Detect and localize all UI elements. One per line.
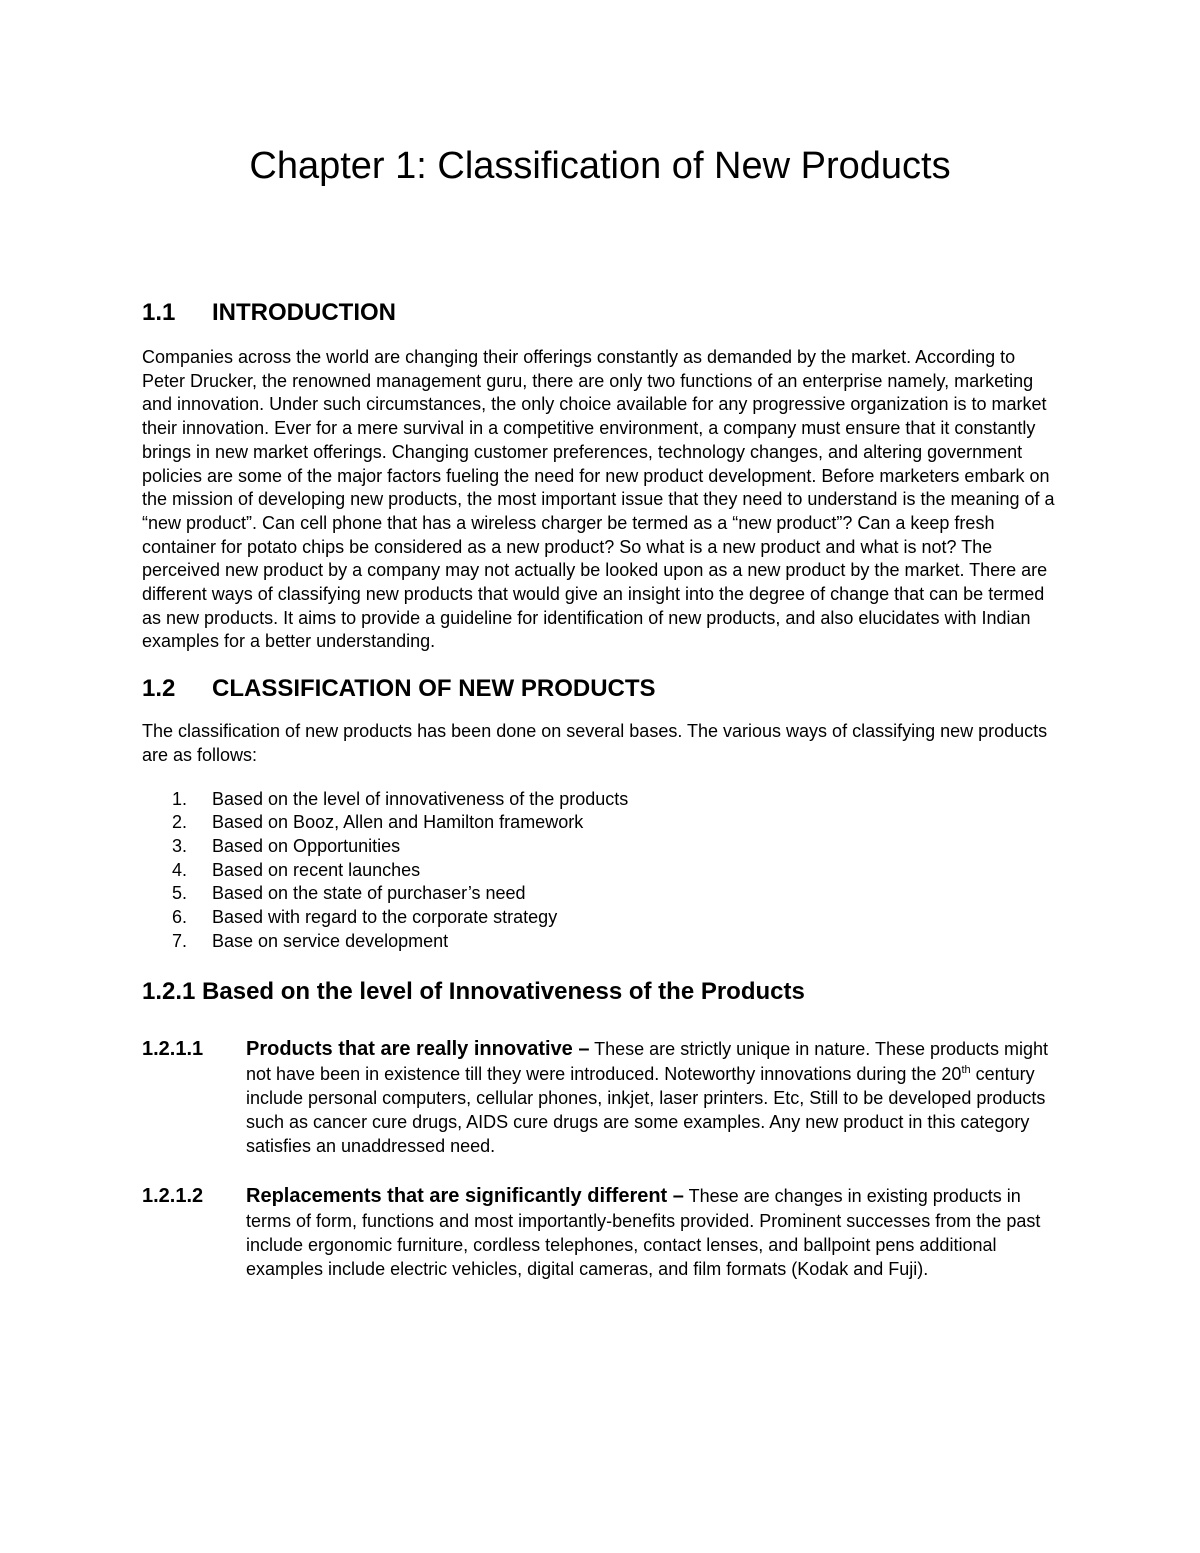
list-item xyxy=(172,859,1058,883)
subsection-text-continued: century include personal computers, cellular phones, inkjet, laser printers. Etc, Still to be developed products such as cancer cure drugs, AIDS cure drugs are some examples. Any new product in this category satisfies an unaddressed need. xyxy=(246,1063,1046,1157)
list-text: Based on the state of purchaser’s need xyxy=(212,883,526,904)
chapter-title: Chapter 1: Classification of New Products xyxy=(249,145,951,187)
section-number: 1.2 xyxy=(142,675,176,703)
list-number: 3. xyxy=(172,835,188,856)
subsection-text: These are strictly unique in nature. These products might not have been in existence till they were introduced. Noteworthy innovations during the 20 xyxy=(246,1039,1049,1084)
subsection-number: 1.2.1.2 xyxy=(142,1185,204,1208)
list-text: Based on Booz, Allen and Hamilton framework xyxy=(212,812,584,833)
section-title: INTRODUCTION xyxy=(212,299,396,326)
subsection-text: These are changes in existing products in terms of form, functions and most importantly-benefits provided. Prominent successes from the past include ergonomic furniture, cordless telephones, contact lenses, and ballpoint pens additional examples include electric vehicles, digital cameras, and film formats (Kodak and Fuji). xyxy=(246,1186,1041,1280)
list-item xyxy=(172,835,1058,859)
subsection-title: Products that are really innovative – xyxy=(246,1038,590,1061)
section-number: 1.1 xyxy=(142,299,176,326)
classification-paragraph: The classification of new products has been done on several bases. The various ways of classifying new products are as follows: xyxy=(142,721,1048,765)
superscript: th xyxy=(961,1063,971,1076)
list-item xyxy=(172,930,1058,954)
list-number: 1. xyxy=(172,788,188,809)
list-item xyxy=(172,788,1058,812)
list-number: 5. xyxy=(172,883,188,904)
subsection-body xyxy=(246,1184,1058,1281)
list-item xyxy=(172,882,1058,906)
list-item xyxy=(172,906,1058,930)
subsection-really-innovative xyxy=(142,1037,1058,1158)
list-number: 2. xyxy=(172,812,188,833)
subsection-title: Replacements that are significantly different – xyxy=(246,1185,684,1208)
section-title: CLASSIFICATION OF NEW PRODUCTS xyxy=(212,675,656,703)
subsection-heading-innovativeness: 1.2.1 Based on the level of Innovativeness of the Products xyxy=(142,978,805,1006)
list-number: 7. xyxy=(172,930,188,951)
list-text: Based with regard to the corporate strategy xyxy=(212,907,558,928)
subsection-number: 1.2.1.1 xyxy=(142,1038,204,1061)
list-text: Based on Opportunities xyxy=(212,835,401,856)
list-number: 4. xyxy=(172,859,188,880)
list-text: Based on the level of innovativeness of the products xyxy=(212,788,629,809)
list-number: 6. xyxy=(172,907,188,928)
list-text: Based on recent launches xyxy=(212,859,421,880)
section-heading-classification xyxy=(142,674,1058,704)
introduction-paragraph: Companies across the world are changing their offerings constantly as demanded by the market. According to Peter Drucker, the renowned management guru, there are only two functions of an enterprise namely, marketing and innovation. Under such circumstances, the only choice available for any progressive organization is to market their innovation. Ever for a mere survival in a competitive environment, a company must ensure that it constantly brings in new market offerings. Changing customer preferences, technology changes, and altering government policies are some of the major factors fueling the need for new product development. Before marketers embark on the mission of developing new products, the most important issue that they need to understand is the meaning of a “new product”. Can cell phone that has a wireless charger be termed as a “new product”? Can a keep fresh container for potato chips be considered as a new product? So what is a new product and what is not? The perceived new product by a company may not actually be looked upon as a new product by the market. There are different ways of classifying new products that would give an insight into the degree of change that can be termed as new products. It aims to provide a guideline for identification of new products, and also elucidates with Indian examples for a better understanding. xyxy=(142,347,1055,652)
classification-bases-list xyxy=(142,788,1058,954)
subsection-significant-replacements xyxy=(142,1184,1058,1281)
subsection-body xyxy=(246,1037,1058,1158)
list-item xyxy=(172,811,1058,835)
section-heading-introduction xyxy=(142,298,1058,328)
list-text: Base on service development xyxy=(212,930,449,951)
